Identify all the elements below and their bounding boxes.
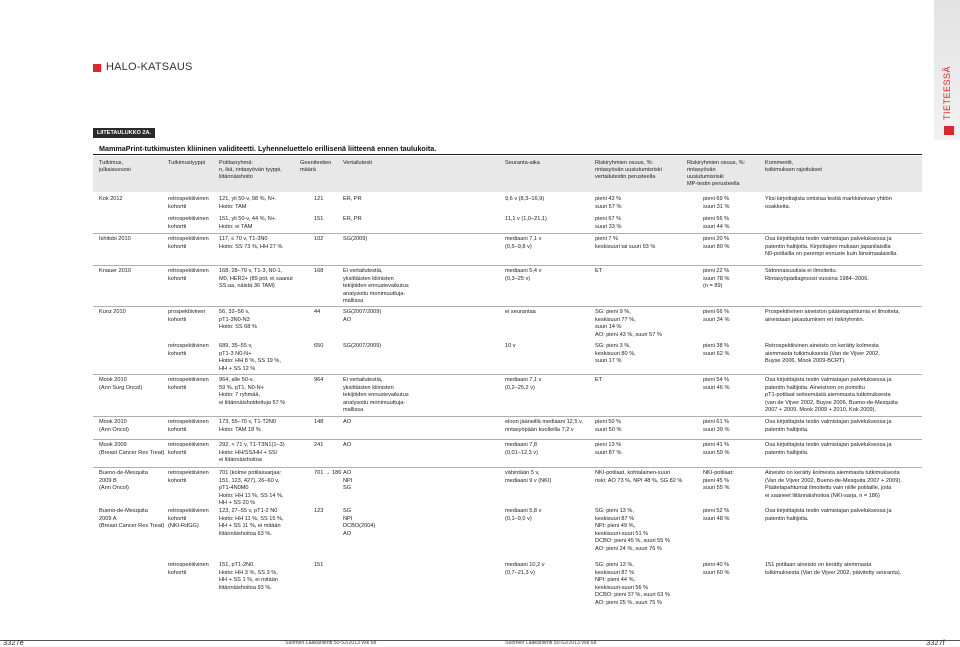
cell-test-count: 151 bbox=[314, 216, 324, 222]
cell-patients: 964, alle 50-v. 59 %, pT1, N0-N+ Hoito: 7 ryhmää, ei liitännäishoidettuja 57 % bbox=[219, 377, 286, 406]
cell-type: retrospektiivinen kohortti bbox=[168, 343, 209, 357]
cell-comparator: AO NPI SG bbox=[343, 470, 353, 491]
cell-test-count: 168 bbox=[314, 268, 324, 274]
cell-comparator: ER, PR bbox=[343, 216, 362, 222]
cell-type: retrospektiivinen kohortti (NKI-RdGG) bbox=[168, 508, 209, 529]
cell-comparator: Ei vertailutestiä, yksittäisten kliinisten tekijöiden ennustevaikutus analysoitu monimuuttuja- mallissa bbox=[343, 377, 409, 413]
cell-followup: mediaani 5,4 v (0,3–25 v) bbox=[505, 268, 542, 282]
cell-risk-mp: pieni 54 % suuri 46 % bbox=[703, 377, 730, 391]
cell-risk-reference: SG: pieni 9 %, keskisuuri 77 %, suuri 14 % AO: pieni 43 %, suuri 57 % bbox=[595, 309, 662, 338]
cell-comment: 151 potilaan aineisto on kerätty aiemmasta tutkimuksesta (Van de Vijver 2002, päivitetty seuranta). bbox=[765, 562, 902, 576]
cell-comment: Sidonnaisuuksia ei ilmoitettu. Rintasyöpädiagnoosi vuosina 1984–2006. bbox=[765, 268, 869, 282]
cell-followup: 11,1 v (1,0–21,1) bbox=[505, 216, 547, 222]
cell-comparator: Ei vertailutestiä, yksittäisten kliinisten tekijöiden ennustevaikutus analysoitu monimuuttuja- mallissa bbox=[343, 268, 409, 304]
side-marker-square bbox=[944, 126, 954, 135]
cell-risk-reference: pieni 67 % suuri 33 % bbox=[595, 216, 622, 230]
header-risk-reference: Riskiryhmien osuus, %: rintasyövän uusiutumisriski vertailutestin perusteella bbox=[595, 160, 662, 180]
cell-followup: mediaani 7,8 (0,01–12,3 v) bbox=[505, 442, 538, 456]
cell-followup: eloon jääneillä mediaani 12,5 v, rintasyöpään kuolleilla 7,2 v bbox=[505, 419, 583, 433]
cell-risk-mp: pieni 56 % suuri 44 % bbox=[703, 216, 730, 230]
cell-test-count: 151 bbox=[314, 562, 324, 568]
cell-followup: mediaani 5,8 v (0,1–9,0 v) bbox=[505, 508, 542, 522]
cell-test-count: 650 bbox=[314, 343, 324, 349]
cell-risk-mp: pieni 20 % suuri 80 % bbox=[703, 236, 730, 250]
cell-followup: vähintään 5 v, mediaani 9 v (NKI) bbox=[505, 470, 552, 484]
cell-followup: mediaani 7,1 v (0,2–25,2 v) bbox=[505, 377, 542, 391]
cell-type: retrospektiivinen kohortti bbox=[168, 377, 209, 391]
cell-patients: 117, ≤ 70 v, T1-3N0 Hoito: SS 73 %, HH 27 % bbox=[219, 236, 283, 250]
cell-comparator: AO bbox=[343, 419, 352, 425]
cell-comment: Aineisto on kerätty kolmesta aiemmasta tutkimuksesta (Van de Vijver 2002, Bueno-de-Mesquita 2007 + 2009). Päätetapahtumat ilmoitettu vain niille potilaille, joita ei saaneet liitännäishoitoa (NKI-sarja, n = 186) bbox=[765, 470, 902, 499]
cell-risk-mp: pieni 38 % suuri 62 % bbox=[703, 343, 730, 357]
cell-risk-mp: pieni 41 % suuri 59 % bbox=[703, 442, 730, 456]
cell-patients: 121, yli 50-v, 98 %, N+. Hoito: TAM bbox=[219, 196, 277, 210]
row-divider bbox=[93, 374, 922, 375]
cell-study: Kok 2012 bbox=[99, 196, 123, 202]
footer-journal-left: Suomen Lääkärilehti 50-52/2013 vsk 68 bbox=[285, 640, 377, 646]
appendix-tag: LIITETAULUKKO 2A. bbox=[93, 128, 155, 138]
header-test-count: Geenitestien määrä bbox=[300, 160, 332, 173]
cell-followup: mediaani 7,1 v (0,5–9,8 v) bbox=[505, 236, 542, 250]
cell-comment: Yksi kirjoittajista omistaa testiä markkinoivan yhtiön osakkeita. bbox=[765, 196, 892, 210]
cell-patients: 56, 32–56 v, pT1-3N0-N3 Hoito: SS 68 % bbox=[219, 309, 257, 330]
header-followup: Seuranta-aika bbox=[505, 160, 540, 166]
page-number-right: 3327f bbox=[926, 638, 945, 647]
table-title: MammaPrint-tutkimusten kliininen validiteetti. Lyhenneluettelo erillisenä liitteenä ennen taulukoita. bbox=[99, 144, 437, 153]
cell-comment: Prospektiivinen aineiston päätetapahtumia ei ilmoiteta, aineistaan jakautuminen eri riskiryhmiin. bbox=[765, 309, 900, 323]
cell-risk-reference: pieni 13 % suuri 87 % bbox=[595, 442, 622, 456]
cell-study: Bueno-de-Mesquita 2009 B (Ann Oncol) bbox=[99, 470, 148, 491]
cell-comment: Osa kirjoittajista testin valmistajan palveluksessa ja patentin haltijoita. bbox=[765, 419, 892, 433]
cell-risk-mp: pieni 66 % suuri 34 % bbox=[703, 309, 730, 323]
cell-test-count: 148 bbox=[314, 419, 324, 425]
cell-type: retrospektiivinen kohortti bbox=[168, 470, 209, 484]
cell-patients: 168, 28–79 v, T1-3, N0-1, M0, HER2+ (89 pot. ei saanut SS:aa, näistä 36 TAM) bbox=[219, 268, 293, 289]
row-divider bbox=[93, 467, 922, 468]
cell-patients: 151, yli 50-v, 44 %, N+. Hoito: ei TAM bbox=[219, 216, 277, 230]
cell-type: retrospektiivinen kohortti bbox=[168, 216, 209, 230]
cell-risk-mp: pieni 52 % suuri 48 % bbox=[703, 508, 730, 522]
cell-patients: 173, 55–70 v, T1-T2N0 Hoito: TAM 18 % bbox=[219, 419, 277, 433]
cell-followup: 9,6 v (8,3–16,9) bbox=[505, 196, 545, 202]
cell-test-count: 44 bbox=[314, 309, 321, 315]
cell-risk-mp: pieni 69 % suuri 31 % bbox=[703, 196, 730, 210]
cell-comparator: AO bbox=[343, 442, 352, 448]
cell-study: Mook 2010 (Ann Oncol) bbox=[99, 419, 129, 433]
header-study: Tutkimus, julkaisuvuosi bbox=[99, 160, 131, 173]
cell-test-count: 121 bbox=[314, 196, 324, 202]
cell-study: Mook 2009 (Breast Cancer Res Treat) bbox=[99, 442, 165, 456]
cell-comparator: SG(2009) bbox=[343, 236, 368, 242]
cell-test-count: 241 bbox=[314, 442, 324, 448]
cell-risk-mp: pieni 61 % suuri 39 % bbox=[703, 419, 730, 433]
footer-rule bbox=[0, 640, 960, 641]
row-divider bbox=[93, 306, 922, 307]
cell-comparator: SG(2007/2009) bbox=[343, 343, 382, 349]
cell-risk-mp: pieni 22 % suuri 78 % (n = 89) bbox=[703, 268, 730, 289]
footer-journal-right: Suomen Lääkärilehti 50-52/2013 vsk 68 bbox=[505, 640, 597, 646]
cell-study: Mook 2010 (Ann Surg Oncol) bbox=[99, 377, 143, 391]
header-comments: Kommentit, tutkimuksen rajoitukset bbox=[765, 160, 822, 173]
cell-test-count: 102 bbox=[314, 236, 324, 242]
cell-comment: Osa kirjoittajista testin valmistajan palveluksessa ja patentin haltijoita. Aineistoon on poimittu pT1-potilaat seitsemästä aiemmasta tutkimuksesta (van de Vijver 2002, Buyse 2006, Bueno-de-Mesquita 2007 + 2009, Mook 2009 + 2010, Kok 2009). bbox=[765, 377, 898, 413]
cell-study: Ishitobi 2010 bbox=[99, 236, 131, 242]
section-title: HALO-KATSAUS bbox=[106, 61, 193, 73]
cell-followup: 10 v bbox=[505, 343, 516, 349]
row-divider bbox=[93, 416, 922, 417]
cell-risk-reference: NKI-potilaat, kohtalainen-suuri riski: AO 73 %, NPI 48 %, SG 82 % bbox=[595, 470, 683, 484]
cell-type: retrospektiivinen kohortti bbox=[168, 236, 209, 250]
cell-risk-reference: SG: pieni 13 %, keskisuuri 87 % NPI: pieni 44 %, keskisuuri-suuri 56 % DCBO: pieni 37 %, suuri 63 % AO: pieni 25 %, suuri 75 % bbox=[595, 562, 670, 606]
cell-patients: 151, pT1-2N0. Hoito: HH 3 %, SS 3 %, HH + SS 1 %, ei mitään liitännäishoitoa 93 %. bbox=[219, 562, 278, 591]
cell-comment: Osa kirjoittajista testin valmistajan palveluksessa ja patentin haltijoita. bbox=[765, 442, 892, 456]
row-divider bbox=[93, 265, 922, 266]
cell-patients: 701 (kolme potilassarjaa: 151, 123, 427), 26–60 v, pT1-4N0M0 Hoito: HH 11 %, SS 14 %, HH + SS 20 % bbox=[219, 470, 284, 506]
cell-comment: Osa kirjoittajista testin valmistajan palveluksessa ja patentin haltijoita. Kirjoittajien mukaan japanilaisilla N0-potilailla on parempi ennuste kuin länsimaalaisilla. bbox=[765, 236, 898, 257]
cell-type: retrospektiivinen kohortti bbox=[168, 268, 209, 282]
cell-type: retrospektiivinen kohortti bbox=[168, 196, 209, 210]
side-section-label: TIETEESSÄ bbox=[942, 65, 952, 120]
cell-risk-reference: pieni 7 % keskisuuri tai suuri 93 % bbox=[595, 236, 656, 250]
cell-type: retrospektiivinen kohortti bbox=[168, 562, 209, 576]
cell-risk-reference: ET bbox=[595, 268, 603, 274]
header-risk-mp: Riskiryhmien osuus, %: rintasyövän uusiutumisriski MP-testin perusteella bbox=[687, 160, 746, 187]
header-comparator: Vertailutesti bbox=[343, 160, 372, 166]
cell-comparator: SG(2007/2009) AO bbox=[343, 309, 382, 323]
cell-risk-reference: SG: pieni 3 %, keskisuuri 80 %, suuri 17 % bbox=[595, 343, 636, 364]
cell-comment: Retrospektiivinen aineisto on kerätty kolmesta aiemmasta tutkimuksesta (Van de Vijver 2002, Buyse 2006, Mook 2009-BCRT). bbox=[765, 343, 880, 364]
cell-test-count: 123 bbox=[314, 508, 324, 514]
cell-risk-mp: NKI-potilaat: pieni 45 % suuri 55 % bbox=[703, 470, 734, 491]
cell-risk-reference: ET bbox=[595, 377, 603, 383]
cell-risk-reference: pieni 43 % suuri 57 % bbox=[595, 196, 622, 210]
cell-comparator: ER, PR bbox=[343, 196, 362, 202]
cell-risk-mp: pieni 40 % suuri 60 % bbox=[703, 562, 730, 576]
cell-test-count: 964 bbox=[314, 377, 324, 383]
cell-study: Kunz 2010 bbox=[99, 309, 126, 315]
header-type: Tutkimustyyppi bbox=[168, 160, 206, 166]
cell-patients: 292, < 71 v, T1-T3N1(1–3) Hoito: HH/SS/HH + SS/ ei liitännäishoitoa bbox=[219, 442, 285, 463]
cell-risk-reference: pieni 50 % suuri 50 % bbox=[595, 419, 622, 433]
cell-type: prospektiivinen kohortti bbox=[168, 309, 206, 323]
header-patients: Potilasryhmä: n, ikä, rintasyövän tyyppi, liitännäishoito bbox=[219, 160, 282, 180]
page-number-left: 3327e bbox=[3, 638, 24, 647]
cell-type: retrospektiivinen kohortti bbox=[168, 442, 209, 456]
cell-study: Bueno-de-Mesquita 2009 A (Breast Cancer Res Treat) bbox=[99, 508, 165, 529]
cell-patients: 123, 27–55 v, pT1-2 N0 Hoito: HH 11 %, SS 15 %, HH + SS 11 %, ei mitään liitännäishoitoa 63 %. bbox=[219, 508, 284, 537]
cell-followup: ei seurantaa bbox=[505, 309, 536, 315]
cell-study: Knauer 2010 bbox=[99, 268, 132, 274]
cell-risk-reference: SG: pieni 13 %, keskisuuri 87 % NPI: pieni 49 %, keskisuuri-suuri 51 % DCBO: pieni 45 %, suuri 55 % AO: pieni 24 %, suuri 76 % bbox=[595, 508, 670, 552]
cell-test-count: 701 → 186 bbox=[314, 470, 342, 476]
cell-followup: mediaani 10,2 v (0,7–21,3 v) bbox=[505, 562, 545, 576]
section-marker-square bbox=[93, 64, 101, 72]
cell-patients: 689, 35–55 v, pT1-3 N0-N+ Hoito: HH 8 %, SS 19 %, HH + SS 12 % bbox=[219, 343, 281, 372]
row-divider bbox=[93, 439, 922, 440]
row-divider bbox=[93, 233, 922, 234]
cell-comment: Osa kirjoittajista testin valmistajan palveluksessa ja patentin haltijoita. bbox=[765, 508, 892, 522]
cell-type: retrospektiivinen kohortti bbox=[168, 419, 209, 433]
cell-comparator: SG NPI DCBO(2004) AO bbox=[343, 508, 376, 537]
